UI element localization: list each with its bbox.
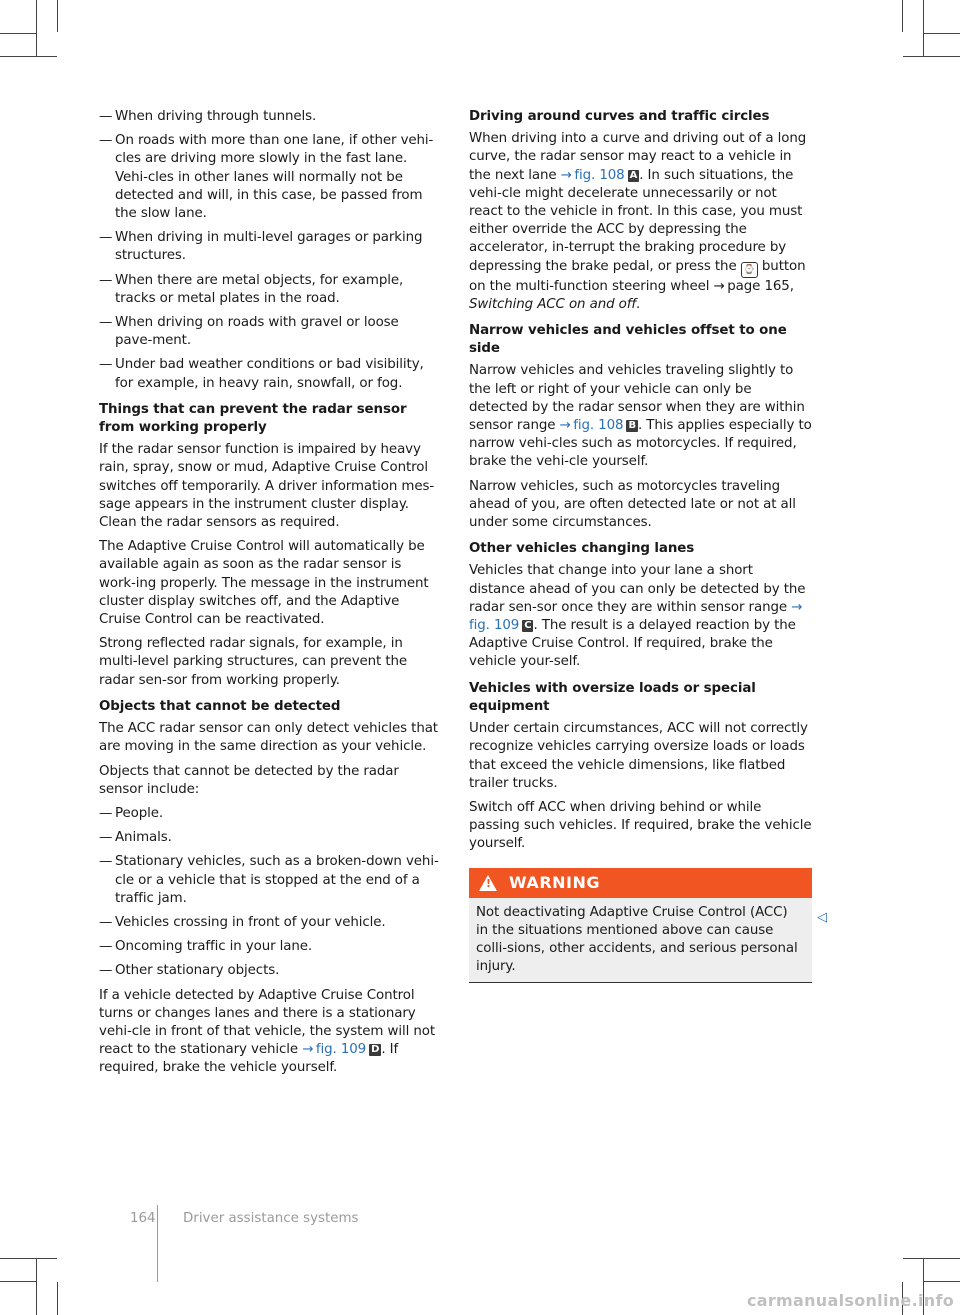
figure-label-badge: A — [629, 169, 638, 181]
text-run: . — [635, 296, 641, 312]
figure-link[interactable]: fig. 109 — [315, 1042, 367, 1058]
text-run: . If required, brake the vehicle yourself. — [99, 1042, 399, 1076]
paragraph: If the radar sensor function is impaired by heavy rain, spray, snow or mud, Adaptive Cruise Control switches off temporarily. A driver information mes-sage appears in the instrument cluster display. Clean the radar sensors as required. — [99, 442, 435, 531]
section-heading: Objects that cannot be detected — [99, 698, 341, 714]
section-heading: Other vehicles changing lanes — [469, 541, 695, 557]
figure-link[interactable]: fig. 108 — [573, 418, 624, 434]
warning-title: WARNING — [509, 873, 600, 893]
list-item: — On roads with more than one lane, if other vehi-cles are driving more slowly in the fast lane. Vehi-cles in other lanes will normally not be detected and will, in this case, be passed from the slow lane. — [99, 132, 439, 223]
paragraph — [99, 987, 439, 1078]
dash-list-objects — [99, 805, 439, 981]
section-end-triangle-icon: ◁ — [817, 910, 827, 925]
paragraph — [469, 562, 812, 671]
crop-mark — [903, 1258, 960, 1259]
arrow-right-icon: → — [302, 1042, 314, 1058]
list-item: — When driving through tunnels. — [99, 108, 439, 126]
figure-link[interactable]: fig. 108 — [574, 167, 625, 183]
text-run: Narrow vehicles and vehicles traveling slightly to the left or right of your vehicle can only be detected by the radar sensor when they are within sensor range — [469, 363, 805, 434]
paragraph: Narrow vehicles, such as motorcycles traveling ahead of you, are often detected late or not at all under some circumstances. — [469, 478, 796, 531]
text-run: When driving into a curve and driving out of a long curve, the radar sensor may react to a vehicle in the next lane — [469, 131, 807, 183]
arrow-right-icon: → — [791, 599, 803, 615]
paragraph: Objects that cannot be detected by the radar sensor include: — [99, 763, 399, 797]
arrow-right-icon: → — [560, 167, 572, 183]
crop-mark — [0, 1258, 57, 1259]
paragraph: The ACC radar sensor can only detect vehicles that are moving in the same direction as your vehicle. — [99, 721, 438, 755]
crop-mark — [36, 1258, 37, 1315]
paragraph: Under certain circumstances, ACC will not correctly recognize vehicles carrying oversize loads or loads that exceed the vehicle dimensions, like flatbed trailer trucks. — [469, 721, 808, 791]
list-item: — Oncoming traffic in your lane. — [99, 938, 439, 956]
footer-section-title: Driver assistance systems — [183, 1211, 359, 1226]
crop-mark — [0, 1281, 37, 1282]
left-column — [99, 108, 439, 1078]
warning-header — [469, 868, 812, 898]
list-item: — Stationary vehicles, such as a broken-down vehi-cle or a vehicle that is stopped at the end of a traffic jam. — [99, 853, 439, 908]
warning-body — [469, 898, 812, 984]
warning-box — [469, 868, 812, 984]
section-heading: Things that can prevent the radar sensor from working properly — [99, 401, 407, 436]
paragraph: The Adaptive Cruise Control will automatically be available again as soon as the radar sensor is work-ing properly. The message in the instrument cluster display switches off, and the Adaptive Cruise Control can be reactivated. — [99, 539, 429, 628]
paragraph: Switch off ACC when driving behind or while passing such vehicles. If required, brake the vehicle yourself. — [469, 799, 812, 852]
crop-mark — [923, 1281, 960, 1282]
text-run: Vehicles that change into your lane a short distance ahead of you can only be detected by the radar sen-sor once they are within sensor range — [469, 563, 806, 615]
warning-text: Not deactivating Adaptive Cruise Control (ACC) in the situations mentioned above can cause colli-sions, other accidents, and serious personal injury. — [476, 904, 798, 975]
crop-mark — [903, 56, 960, 57]
warning-triangle-icon: ! — [479, 875, 497, 891]
paragraph — [469, 130, 812, 314]
text-run: button on the multi-function steering wheel — [469, 258, 806, 294]
paragraph — [469, 362, 812, 471]
arrow-right-icon: → — [713, 278, 725, 294]
page-reference-title: Switching ACC on and off — [469, 296, 636, 312]
watermark: carmanualsonline.info — [746, 1291, 954, 1310]
right-column — [469, 108, 812, 983]
paragraph: Strong reflected radar signals, for example, in multi-level parking structures, can prevent the radar sen-sor from working properly. — [99, 636, 408, 688]
section-heading: Driving around curves and traffic circles — [469, 109, 770, 124]
list-item: — When there are metal objects, for example, tracks or metal plates in the road. — [99, 272, 439, 308]
list-item: — People. — [99, 805, 439, 823]
list-item: — When driving in multi-level garages or parking structures. — [99, 229, 439, 265]
dash-list-conditions — [99, 108, 439, 393]
figure-link[interactable]: fig. 109 — [469, 618, 520, 634]
figure-label-badge: B — [628, 420, 636, 432]
crop-mark — [923, 0, 924, 57]
list-item: — When driving on roads with gravel or loose pave-ment. — [99, 314, 439, 350]
crop-mark — [57, 1282, 58, 1315]
figure-label-badge: D — [371, 1044, 380, 1056]
list-item: — Other stationary objects. — [99, 962, 439, 980]
list-item: — Animals. — [99, 829, 439, 847]
acc-button-icon: ⌚ — [741, 262, 758, 278]
crop-mark — [36, 0, 37, 57]
crop-mark — [902, 0, 903, 32]
page-number: 164 — [130, 1211, 156, 1226]
list-item: — Under bad weather conditions or bad visibility, for example, in heavy rain, snowfall, or fog. — [99, 356, 439, 392]
page-reference[interactable]: page 165, — [727, 278, 794, 294]
crop-mark — [0, 33, 37, 34]
figure-label-badge: C — [524, 620, 532, 632]
crop-mark — [923, 33, 960, 34]
crop-mark — [0, 56, 57, 57]
text-run: . The result is a delayed reaction by the Adaptive Cruise Control. If required, brake the vehicle your-self. — [469, 618, 796, 670]
list-item: — Vehicles crossing in front of your vehicle. — [99, 914, 439, 932]
section-heading: Vehicles with oversize loads or special equipment — [469, 680, 756, 714]
footer-divider — [157, 1205, 158, 1282]
crop-mark — [57, 0, 58, 32]
text-run: . In such situations, the vehi-cle might decelerate unnecessarily or not react to the vehicle in front. In this case, you must either override the ACC by depressing the accelerator, in-terrupt the braking procedure by depressing the brake pedal, or press the — [469, 167, 803, 274]
arrow-right-icon: → — [559, 418, 571, 434]
section-heading: Narrow vehicles and vehicles offset to one side — [469, 323, 787, 357]
text-run: . This applies especially to narrow vehi-cles such as motorcycles. If required, brake the vehi-cle yourself. — [469, 418, 812, 470]
text-run: If a vehicle detected by Adaptive Cruise Control turns or changes lanes and there is a stationary vehi-cle in front of that vehicle, the system will not react to the stationary vehicle — [99, 987, 435, 1058]
